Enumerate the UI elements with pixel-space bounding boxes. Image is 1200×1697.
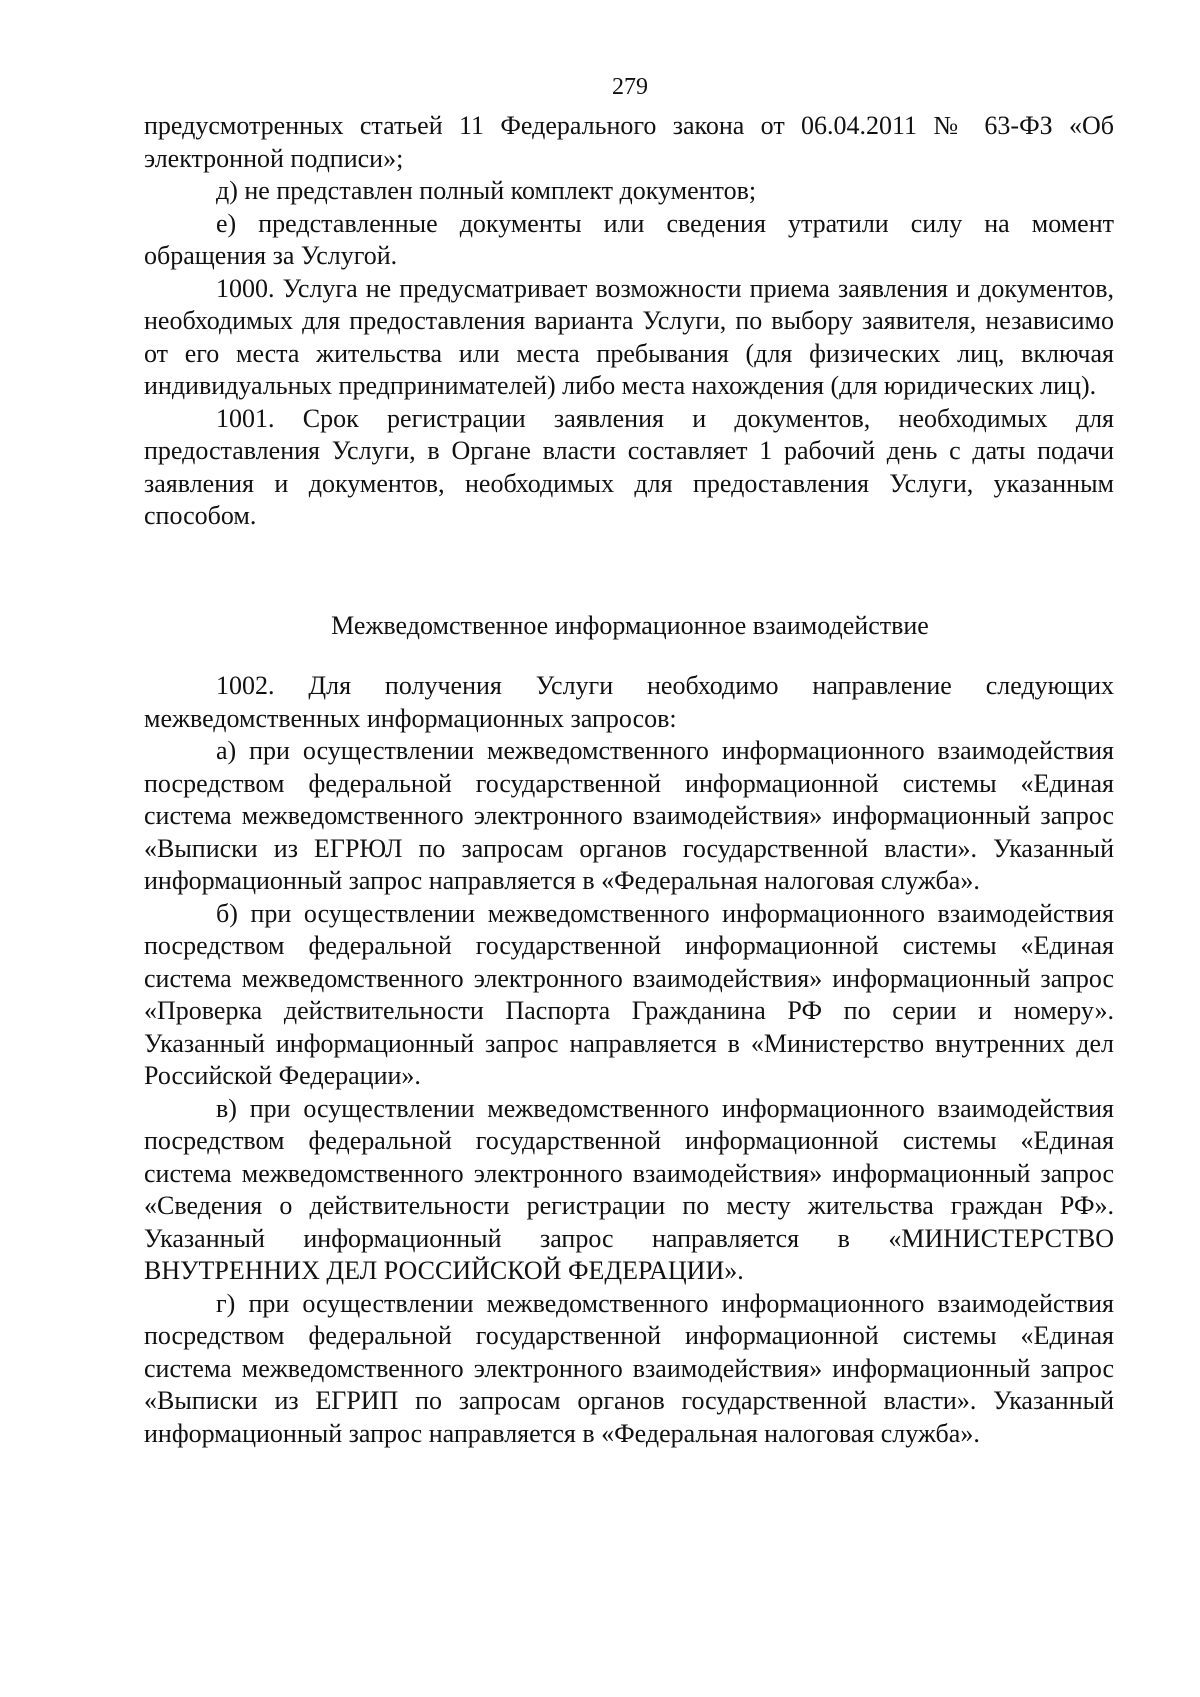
paragraph-1001: 1001. Срок регистрации заявления и документов, необходимых для предоставления Услуги, в Органе власти составляет 1 рабочий день с даты подачи заявления и документов, необходимых для предоставления Услуги, указанным способом. <box>144 403 1114 530</box>
page-number: 279 <box>612 74 648 100</box>
paragraph-continuation: предусмотренных статьей 11 Федерального закона от 06.04.2011 № 63-ФЗ «Об электронной подписи»; <box>144 111 1114 173</box>
paragraph-item-d: д) не представлен полный комплект документов; <box>216 176 757 205</box>
paragraph-item-v: в) при осуществлении межведомственного информационного взаимодействия посредством федеральной государственной информационной системы «Единая система межведомственного электронного взаимодействия» информационный запрос «Сведения о действительности регистрации по месту жительства граждан РФ». Указанный информационный запрос направляется в «МИНИСТЕРСТВО ВНУТРЕННИХ ДЕЛ РОССИЙСКОЙ ФЕДЕРАЦИИ». <box>144 1093 1114 1285</box>
paragraph-item-e: е) представленные документы или сведения утратили силу на момент обращения за Услугой. <box>144 208 1114 270</box>
paragraph-item-g: г) при осуществлении межведомственного информационного взаимодействия посредством федеральной государственной информационной системы «Единая система межведомственного электронного взаимодействия» информационный запрос «Выписки из ЕГРИП по запросам органов государственной власти». Указанный информационный запрос направляется в «Федеральная налоговая служба». <box>144 1288 1114 1448</box>
paragraph-item-a: а) при осуществлении межведомственного информационного взаимодействия посредством федеральной государственной информационной системы «Единая система межведомственного электронного взаимодействия» информационный запрос «Выписки из ЕГРЮЛ по запросам органов государственной власти». Указанный информационный запрос направляется в «Федеральная налоговая служба». <box>144 736 1114 895</box>
paragraph-1000: 1000. Услуга не предусматривает возможности приема заявления и документов, необходимых для предоставления варианта Услуги, по выбору заявителя, независимо от его места жительства или места пребывания (для физических лиц, включая индивидуальных предпринимателей) либо места нахождения (для юридических лиц). <box>144 273 1114 400</box>
paragraph-item-b: б) при осуществлении межведомственного информационного взаимодействия посредством федеральной государственной информационной системы «Единая система межведомственного электронного взаимодействия» информационный запрос «Проверка действительности Паспорта Гражданина РФ по серии и номеру». Указанный информационный запрос направляется в «Министерство внутренних дел Российской Федерации». <box>144 898 1114 1090</box>
paragraph-1002: 1002. Для получения Услуги необходимо направление следующих межведомственных информационных запросов: <box>144 671 1114 733</box>
section-before-heading <box>144 110 1114 533</box>
section-heading: Межведомственное информационное взаимодействие <box>331 611 929 640</box>
section-after-heading <box>144 670 1114 1450</box>
